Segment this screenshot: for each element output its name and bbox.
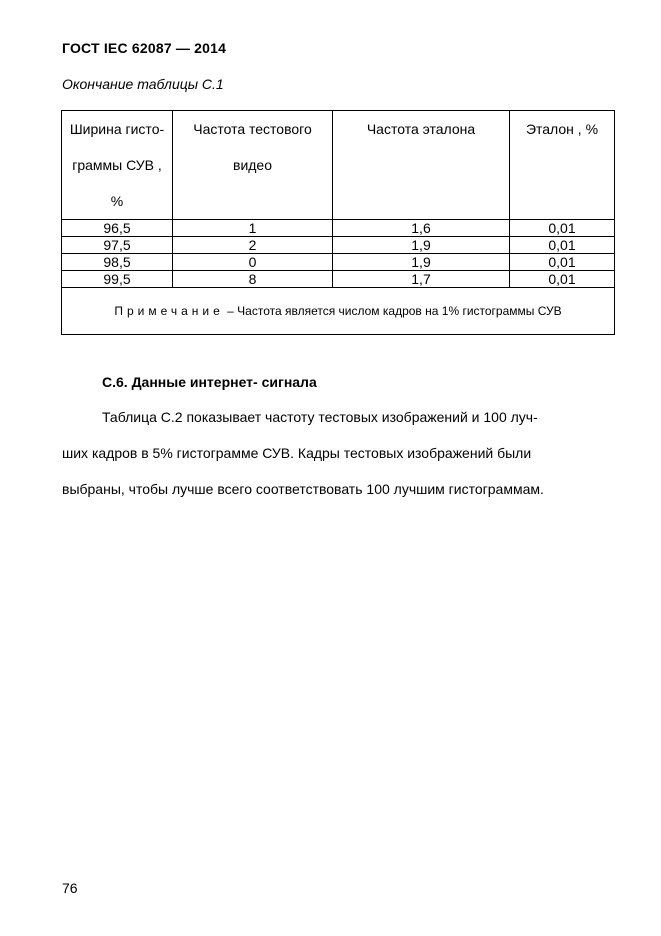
table-cell: 1,7 [333, 271, 510, 288]
table-cell: 0 [173, 254, 333, 271]
header-cell-test-video-frequency [173, 111, 333, 220]
header-cell-reference-percent [510, 111, 615, 220]
header-text: Ширина гисто- [69, 121, 165, 137]
header-text: Частота тестового [193, 121, 312, 137]
table-row [62, 220, 615, 237]
table-cell: 8 [173, 271, 333, 288]
header-text: Эталон , % [525, 121, 599, 137]
header-text: граммы СУВ , [72, 157, 162, 173]
table-cell: 98,5 [62, 254, 173, 271]
table-cell: 0,01 [510, 237, 615, 254]
table-caption: Окончание таблицы С.1 [62, 76, 224, 92]
table-cell: 0,01 [510, 254, 615, 271]
note-text: – Частота является числом кадров на 1% гистограммы СУВ [223, 304, 562, 318]
table-cell: 97,5 [62, 237, 173, 254]
header-cell-histogram-width [62, 111, 173, 220]
document-header: ГОСТ IEC 62087 — 2014 [62, 40, 227, 56]
data-table [61, 110, 615, 335]
table-row [62, 254, 615, 271]
table-cell: 0,01 [510, 271, 615, 288]
section-heading: С.6. Данные интернет- сигнала [102, 374, 317, 390]
header-text: видео [233, 157, 272, 173]
table-cell: 1,9 [333, 254, 510, 271]
note-label: Примечание [114, 304, 224, 318]
header-cell-reference-frequency [333, 111, 510, 220]
table-row [62, 237, 615, 254]
table-cell: 2 [173, 237, 333, 254]
table-cell: 1 [173, 220, 333, 237]
header-text: Частота эталона [366, 121, 476, 137]
paragraph-line-2: ших кадров в 5% гистограмме СУВ. Кадры тестовых изображений были [62, 445, 532, 461]
table-note [62, 288, 615, 335]
header-text: % [110, 193, 124, 209]
paragraph-line-1: Таблица С.2 показывает частоту тестовых изображений и 100 луч- [102, 409, 538, 425]
table-cell: 1,6 [333, 220, 510, 237]
page-number: 76 [62, 880, 78, 896]
table-cell: 0,01 [510, 220, 615, 237]
table-cell: 1,9 [333, 237, 510, 254]
table-note-row [62, 288, 615, 335]
table-header-row [62, 111, 615, 220]
paragraph-line-3: выбраны, чтобы лучше всего соответствовать 100 лучшим гистограммам. [62, 481, 544, 497]
table-cell: 99,5 [62, 271, 173, 288]
table-cell: 96,5 [62, 220, 173, 237]
table-row [62, 271, 615, 288]
